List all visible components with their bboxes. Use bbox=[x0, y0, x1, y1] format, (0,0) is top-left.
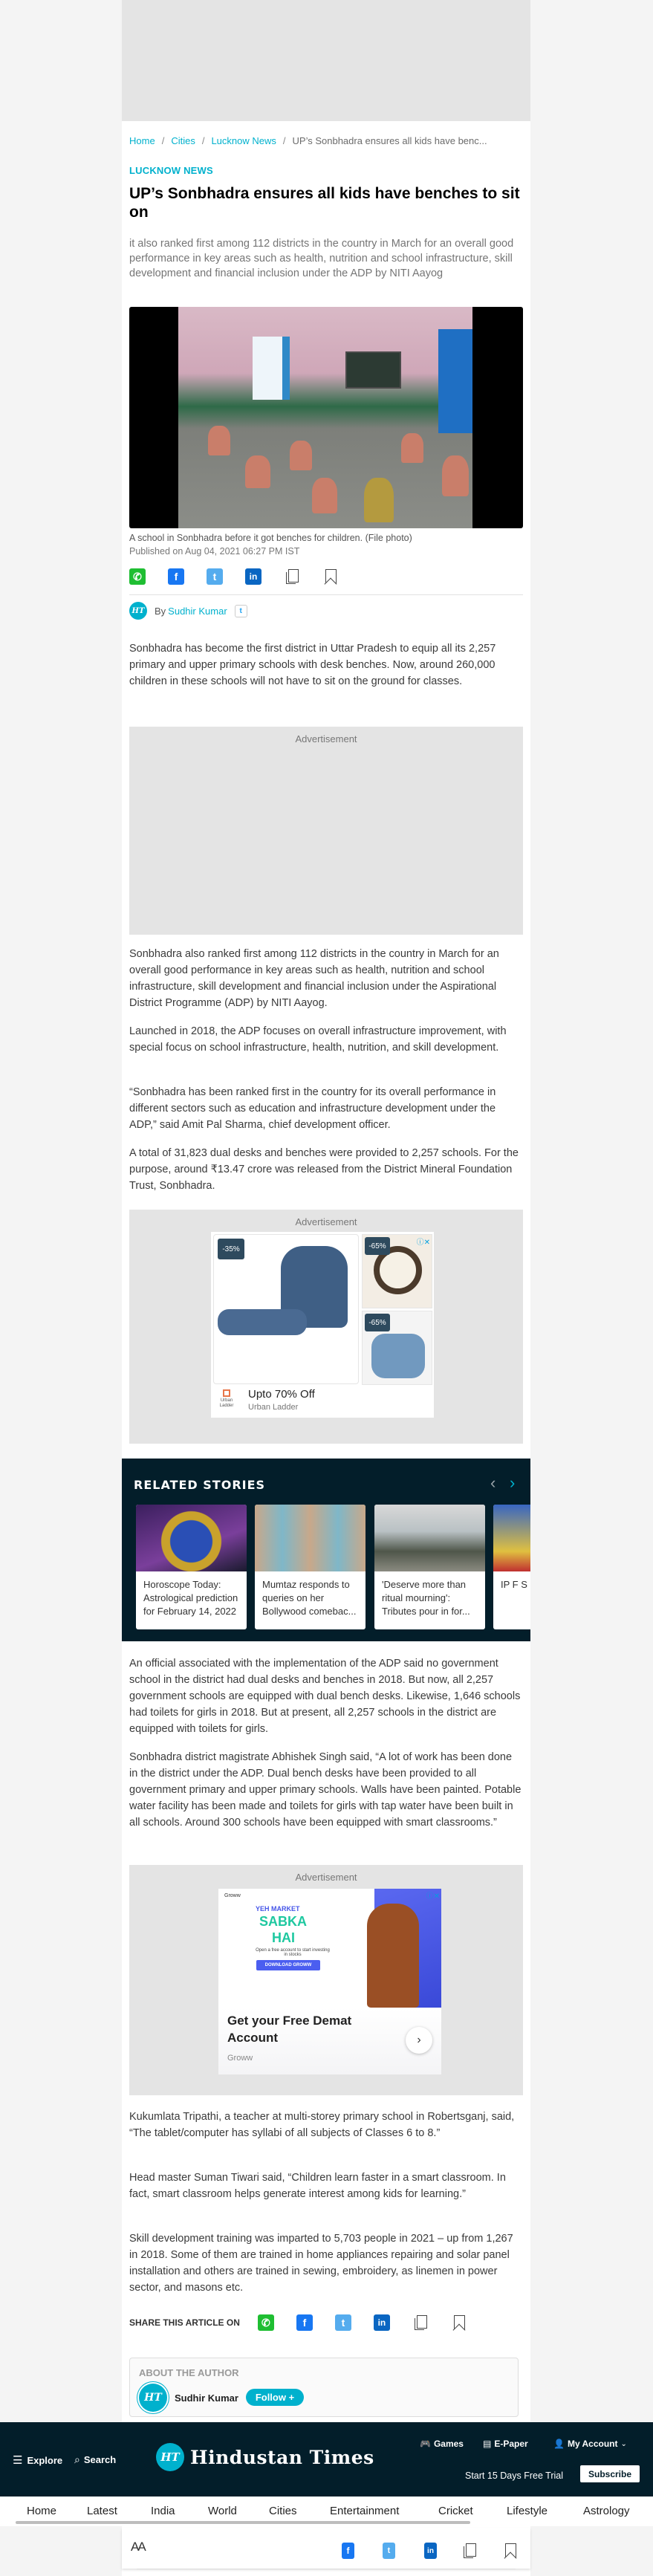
nav-india[interactable]: India bbox=[151, 2505, 175, 2517]
nav-latest[interactable]: Latest bbox=[87, 2505, 117, 2517]
facebook-icon[interactable]: f bbox=[296, 2314, 313, 2331]
whatsapp-icon[interactable]: ✆ bbox=[129, 568, 146, 585]
ad-label: Advertisement bbox=[295, 1872, 357, 1883]
photo-child bbox=[364, 478, 394, 522]
related-story-card[interactable] bbox=[374, 1505, 485, 1629]
photo-child bbox=[290, 441, 312, 470]
author-twitter-icon[interactable]: t bbox=[235, 605, 247, 617]
related-stories-title: RELATED STORIES bbox=[134, 1478, 266, 1492]
font-size-icon[interactable]: AA bbox=[131, 2540, 145, 2554]
top-ad-slot bbox=[122, 0, 530, 121]
story-title: IP F S bbox=[501, 1579, 527, 1590]
paragraph: A total of 31,823 dual desks and benches were provided to 2,257 schools. For the purpose, around ₹13.47 crore was released from the District Mineral Foundation Trust, Sonbhadra. bbox=[129, 1147, 519, 1192]
subscribe-button[interactable]: Subscribe bbox=[580, 2465, 640, 2482]
ad-tagline: SABKA bbox=[259, 1914, 308, 1929]
twitter-icon[interactable]: t bbox=[383, 2543, 395, 2559]
section-label[interactable]: LUCKNOW NEWS bbox=[129, 165, 213, 176]
copy-icon[interactable] bbox=[412, 2314, 429, 2331]
follow-button[interactable]: Follow + bbox=[246, 2389, 304, 2406]
byline bbox=[129, 600, 523, 621]
nav-cricket[interactable]: Cricket bbox=[438, 2505, 473, 2517]
breadcrumb-lucknow-news[interactable]: Lucknow News bbox=[211, 135, 276, 146]
story-title: Horoscope Today: Astrological prediction for February 14, 2022 bbox=[143, 1579, 238, 1617]
account-label: My Account bbox=[567, 2439, 618, 2449]
nav-scrollbar[interactable] bbox=[16, 2521, 470, 2524]
next-arrow-icon[interactable]: › bbox=[510, 1473, 516, 1492]
photo-door bbox=[438, 329, 472, 433]
nav-lifestyle[interactable]: Lifestyle bbox=[507, 2505, 548, 2517]
user-icon: 👤 bbox=[553, 2439, 565, 2449]
story-title: 'Deserve more than ritual mourning': Tributes pour in for... bbox=[382, 1579, 470, 1617]
image-caption: A school in Sonbhadra before it got benches for children. (File photo) bbox=[129, 533, 412, 543]
ad-advertiser: Groww bbox=[227, 2054, 253, 2063]
paragraph: “Sonbhadra has been ranked first in the country for its overall performance in different sectors such as education and infrastructure development under the ADP,” said Amit Pal Sharma, chief development officer. bbox=[129, 1086, 496, 1131]
paragraph: Sonbhadra also ranked first among 112 districts in the country in March for an overall good performance in key areas such as health, nutrition and school infrastructure, skill development and financial inclusion under the Aspirational District Programme (ADP) by NITI Aayog. bbox=[129, 948, 499, 1009]
linkedin-icon[interactable]: in bbox=[245, 568, 261, 585]
linkedin-icon[interactable]: in bbox=[424, 2543, 437, 2559]
bottom-share-row bbox=[129, 2314, 523, 2332]
chair-ottoman bbox=[218, 1309, 307, 1335]
trial-text[interactable]: Start 15 Days Free Trial bbox=[465, 2470, 563, 2481]
discount-tag: -35% bbox=[218, 1239, 244, 1259]
site-header bbox=[0, 2422, 653, 2496]
groww-logo: Groww bbox=[224, 1893, 241, 1898]
search-label: Search bbox=[83, 2454, 117, 2465]
nav-astrology[interactable]: Astrology bbox=[583, 2505, 630, 2517]
ad-slot-2 bbox=[129, 1210, 523, 1444]
story-thumbnail bbox=[493, 1505, 530, 1571]
explore-label: Explore bbox=[27, 2454, 63, 2466]
ad-subtext: Open a free account to start investing in stocks bbox=[256, 1948, 330, 1957]
story-thumbnail bbox=[136, 1505, 247, 1571]
discount-tag: -65% bbox=[365, 1237, 390, 1255]
story-thumbnail bbox=[255, 1505, 366, 1571]
epaper-link[interactable] bbox=[483, 2439, 528, 2449]
about-author-box bbox=[129, 2358, 519, 2417]
games-label: Games bbox=[433, 2439, 464, 2449]
byline-prefix: By bbox=[155, 605, 166, 617]
breadcrumb-separator: / bbox=[201, 135, 205, 146]
breadcrumb-current: UP’s Sonbhadra ensures all kids have benc... bbox=[292, 135, 487, 146]
ad-tagline: HAI bbox=[272, 1930, 295, 1945]
ad-beanbag-image bbox=[362, 1311, 432, 1385]
games-link[interactable] bbox=[420, 2439, 464, 2449]
story-thumbnail bbox=[374, 1505, 485, 1571]
furniture-ad[interactable] bbox=[211, 1232, 434, 1418]
nav-home[interactable]: Home bbox=[27, 2505, 57, 2517]
chevron-down-icon: ⌄ bbox=[620, 2439, 627, 2448]
breadcrumb bbox=[129, 135, 523, 146]
beanbag bbox=[371, 1334, 425, 1378]
ad-headline[interactable]: Get your Free Demat Account bbox=[227, 2014, 352, 2045]
bookmark-icon[interactable] bbox=[502, 2543, 519, 2559]
photo-window bbox=[253, 337, 290, 400]
copy-icon[interactable] bbox=[284, 568, 300, 585]
paragraph: Launched in 2018, the ADP focuses on overall infrastructure improvement, with special focus on school infrastructure, health, nutrition, and skill development. bbox=[129, 1025, 507, 1054]
ad-tagline: YEH MARKET bbox=[256, 1905, 300, 1912]
content-column bbox=[122, 0, 530, 2576]
ht-logo-badge: HT bbox=[156, 2443, 184, 2471]
twitter-icon[interactable]: t bbox=[207, 568, 223, 585]
facebook-icon[interactable]: f bbox=[342, 2543, 354, 2559]
paragraph: Kukumlata Tripathi, a teacher at multi-storey primary school in Robertsganj, said, “The tablet/computer has syllabi of all subjects of Classes 6 to 8.” bbox=[129, 2111, 515, 2139]
urban-ladder-logo: Urban Ladder bbox=[217, 1389, 236, 1412]
main-nav bbox=[0, 2496, 653, 2526]
discount-tag: -65% bbox=[365, 1314, 390, 1331]
ad-info-close-icon[interactable]: ⓘ✕ bbox=[416, 1239, 430, 1247]
article-summary: it also ranked first among 112 districts in the country in March for an overall good performance in key areas such as health, nutrition and school infrastructure, skill development and financial inclusion under the ADP by NITI Aayog bbox=[129, 238, 514, 279]
nav-entertainment[interactable]: Entertainment bbox=[330, 2505, 400, 2517]
search-icon: ⌕ bbox=[74, 2453, 80, 2465]
photo-child bbox=[245, 455, 270, 488]
download-button[interactable]: DOWNLOAD GROWW bbox=[256, 1960, 320, 1970]
bottom-action-bar bbox=[122, 2528, 530, 2569]
photo-child bbox=[312, 478, 337, 513]
linkedin-icon[interactable]: in bbox=[374, 2314, 390, 2331]
facebook-icon[interactable]: f bbox=[168, 568, 184, 585]
prev-arrow-icon[interactable]: ‹ bbox=[490, 1473, 496, 1492]
site-logo[interactable] bbox=[156, 2443, 374, 2471]
paragraph: Head master Suman Tiwari said, “Children learn faster in a smart classroom. In fact, smart classroom helps generate interest among kids for learning.” bbox=[129, 2172, 506, 2200]
breadcrumb-separator: / bbox=[282, 135, 286, 146]
account-menu[interactable] bbox=[553, 2439, 627, 2449]
logo-text: Hindustan Times bbox=[190, 2446, 374, 2468]
story-title: Mumtaz responds to queries on her Bollywood comebac... bbox=[262, 1579, 357, 1617]
groww-ad[interactable] bbox=[218, 1889, 441, 2074]
nav-cities[interactable]: Cities bbox=[269, 2505, 297, 2517]
author-name[interactable]: Sudhir Kumar bbox=[175, 2392, 238, 2404]
twitter-icon[interactable]: t bbox=[335, 2314, 351, 2331]
ad-clock-image bbox=[362, 1234, 432, 1308]
author-avatar: HT bbox=[129, 602, 147, 620]
newspaper-icon: ▤ bbox=[483, 2439, 492, 2449]
related-story-card[interactable] bbox=[493, 1505, 530, 1629]
ad-brand: Urban Ladder bbox=[248, 1403, 299, 1412]
ad-label: Advertisement bbox=[295, 733, 357, 744]
about-author-heading: ABOUT THE AUTHOR bbox=[139, 2367, 239, 2378]
paragraph: Skill development training was imparted to 5,703 people in 2021 – up from 1,267 in 2018. Some of them are trained in home appliances repairing and solar panel installation and others are trained in sewing, embroidery, as linemen in power sector, and masons etc. bbox=[129, 2233, 513, 2294]
top-share-row bbox=[129, 568, 523, 586]
divider bbox=[129, 594, 523, 595]
whatsapp-icon[interactable]: ✆ bbox=[258, 2314, 274, 2331]
ad-label: Advertisement bbox=[295, 1216, 357, 1227]
bookmark-icon[interactable] bbox=[322, 568, 339, 585]
author-avatar: HT bbox=[139, 2384, 167, 2412]
related-stories bbox=[122, 1459, 530, 1641]
breadcrumb-cities[interactable]: Cities bbox=[171, 135, 195, 146]
photo-child bbox=[401, 433, 423, 463]
ad-slot-3 bbox=[129, 1865, 523, 2095]
ad-person bbox=[367, 1904, 419, 2008]
published-date: Published on Aug 04, 2021 06:27 PM IST bbox=[129, 546, 300, 557]
explore-button[interactable] bbox=[13, 2453, 62, 2467]
paragraph: Sonbhadra has become the first district in Uttar Pradesh to equip all its 2,257 primary and upper primary schools with desk benches. Now, around 260,000 children in these schools will not have to sit on the ground for classes. bbox=[129, 643, 496, 687]
article-title: UP’s Sonbhadra ensures all kids have benches to sit on bbox=[129, 185, 520, 221]
menu-icon: ☰ bbox=[13, 2454, 23, 2467]
ad-headline[interactable]: Upto 70% Off bbox=[248, 1388, 315, 1401]
paragraph: Sonbhadra district magistrate Abhishek Singh said, “A lot of work has been done in the district under the ADP. Dual bench desks have been provided to all government primary and upper primary schools. Walls have been painted. Potable water facility has been made and toilets for girls with tap water have been built in all schools. Around 300 schools have been equipped with smart classrooms.” bbox=[129, 1751, 522, 1829]
breadcrumb-separator: / bbox=[161, 135, 165, 146]
ad-chair-image bbox=[213, 1234, 359, 1384]
author-link[interactable]: Sudhir Kumar bbox=[168, 605, 227, 617]
chevron-right-icon[interactable]: › bbox=[406, 2027, 432, 2054]
hero-image bbox=[129, 307, 523, 528]
photo-child bbox=[208, 426, 230, 455]
share-label: SHARE THIS ARTICLE ON bbox=[129, 2317, 240, 2328]
related-story-card[interactable] bbox=[136, 1505, 247, 1629]
related-story-card[interactable] bbox=[255, 1505, 366, 1629]
ad-info-close-icon[interactable]: ⓘ✕ bbox=[426, 1892, 440, 1901]
breadcrumb-home[interactable]: Home bbox=[129, 135, 155, 146]
search-button[interactable] bbox=[74, 2453, 116, 2466]
epaper-label: E-Paper bbox=[494, 2439, 528, 2449]
gamepad-icon: 🎮 bbox=[420, 2439, 431, 2449]
photo-blackboard bbox=[345, 351, 401, 389]
ad-slot-1 bbox=[129, 727, 523, 935]
bookmark-icon[interactable] bbox=[451, 2314, 467, 2331]
nav-world[interactable]: World bbox=[208, 2505, 237, 2517]
paragraph: An official associated with the implementation of the ADP said no government school in the district had dual desks and benches in 2018. But now, all 2,257 government schools are equipped with dual bench desks. Likewise, 1,646 schools had toilets for girls in 2018. But at present, all 2,257 schools in the district are equipped with toilets for girls. bbox=[129, 1658, 521, 1735]
copy-icon[interactable] bbox=[461, 2543, 478, 2559]
photo-child bbox=[442, 455, 469, 496]
classroom-photo bbox=[178, 307, 472, 528]
